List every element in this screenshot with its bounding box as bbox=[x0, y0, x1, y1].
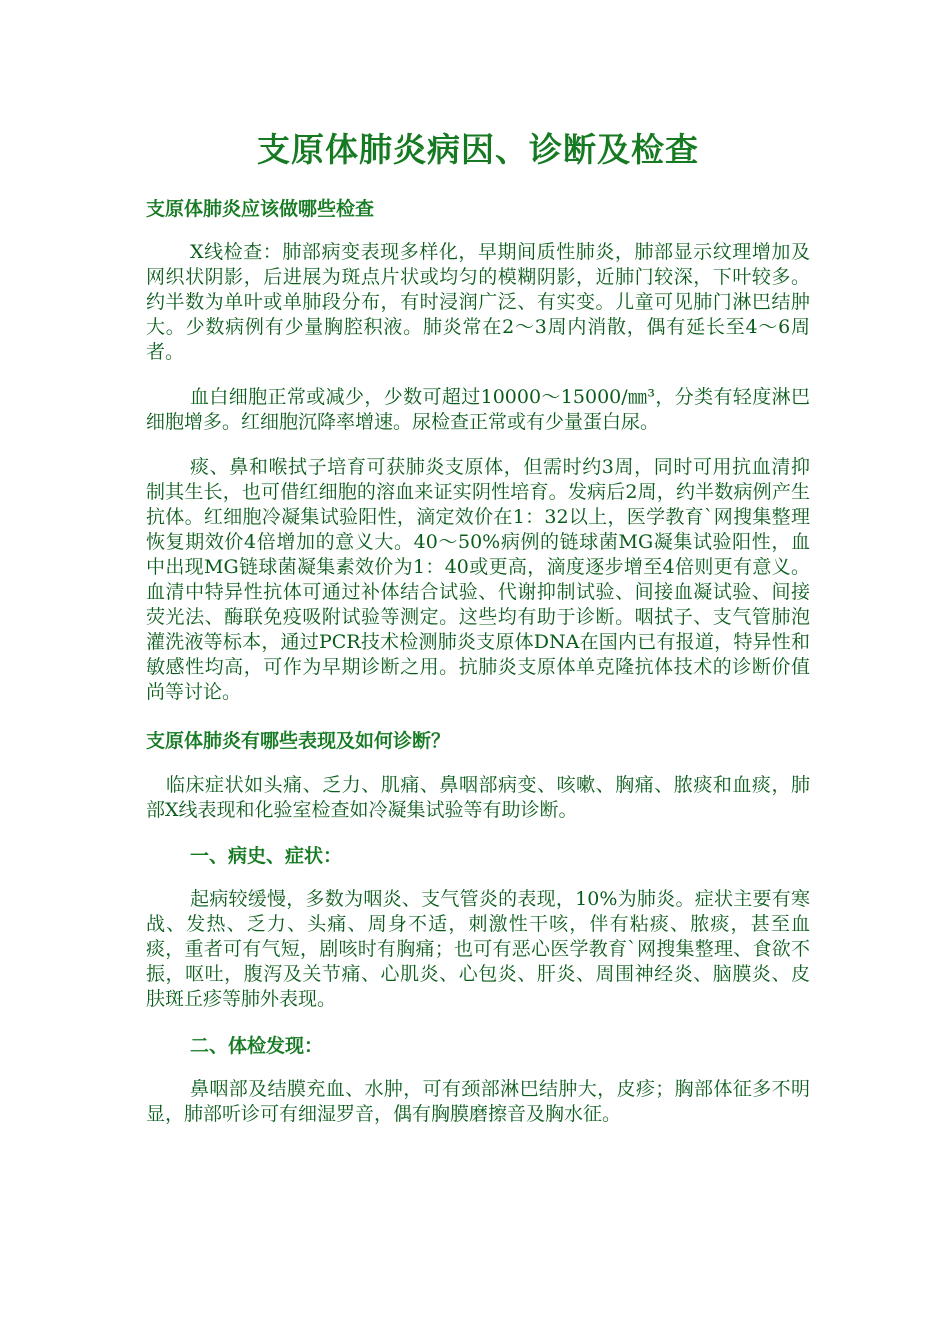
document-title: 支原体肺炎病因、诊断及检查 bbox=[257, 130, 699, 169]
subsection-heading-history: 一、病史、症状： bbox=[190, 845, 343, 867]
paragraph-culture-serology: 痰、鼻和喉拭子培育可获肺炎支原体，但需时约3周，同时可用抗血清抑制其生长，也可借红细胞的溶血来证实阴性培育。发病后2周，约半数病例产生抗体。红细胞冷凝集试验阳性，滴定效价在1：32以上，医学教育`网搜集整理恢复期效价4倍增加的意义大。40～50%病例的链球菌MG凝集试验阳性，血中出现MG链球菌凝集素效价为1：40或更高，滴度逐步增至4倍则更有意义。血清中特异性抗体可通过补体结合试验、代谢抑制试验、间接血凝试验、间接荧光法、酶联免疫吸附试验等测定。这些均有助于诊断。咽拭子、支气管肺泡灌洗液等标本，通过PCR技术检测肺炎支原体DNA在国内已有报道，特异性和敏感性均高，可作为早期诊断之用。抗肺炎支原体单克隆抗体技术的诊断价值尚等讨论。 bbox=[146, 456, 810, 703]
section-heading-exams: 支原体肺炎应该做哪些检查 bbox=[146, 198, 375, 220]
paragraph-history-symptoms: 起病较缓慢，多数为咽炎、支气管炎的表现，10%为肺炎。症状主要有寒战、发热、乏力、头痛、周身不适，刺激性干咳，伴有粘痰、脓痰，甚至血痰，重者可有气短，剧咳时有胸痛；也可有恶心医学教育`网搜集整理、食欲不振，呕吐，腹泻及关节痛、心肌炎、心包炎、肝炎、周围神经炎、脑膜炎、皮肤斑丘疹等肺外表现。 bbox=[146, 888, 810, 1010]
paragraph-diagnosis-intro: 临床症状如头痛、乏力、肌痛、鼻咽部病变、咳嗽、胸痛、脓痰和血痰，肺部X线表现和化验室检查如冷凝集试验等有助诊断。 bbox=[146, 774, 810, 821]
paragraph-xray: X线检查：肺部病变表现多样化，早期间质性肺炎，肺部显示纹理增加及网织状阴影，后进展为斑点片状或均匀的模糊阴影，近肺门较深，下叶较多。约半数为单叶或单肺段分布，有时浸润广泛、有实变。儿童可见肺门淋巴结肿大。少数病例有少量胸腔积液。肺炎常在2～3周内消散，偶有延长至4～6周者。 bbox=[146, 241, 810, 363]
subsection-heading-physical-exam: 二、体检发现： bbox=[190, 1035, 324, 1057]
paragraph-blood-test: 血白细胞正常或减少，少数可超过10000～15000/㎜³，分类有轻度淋巴细胞增多。红细胞沉降率增速。尿检查正常或有少量蛋白尿。 bbox=[146, 386, 810, 433]
paragraph-physical-findings: 鼻咽部及结膜充血、水肿，可有颈部淋巴结肿大，皮疹；胸部体征多不明显，肺部听诊可有细湿罗音，偶有胸膜磨擦音及胸水征。 bbox=[146, 1078, 810, 1125]
section-heading-diagnosis: 支原体肺炎有哪些表现及如何诊断？ bbox=[146, 730, 451, 752]
